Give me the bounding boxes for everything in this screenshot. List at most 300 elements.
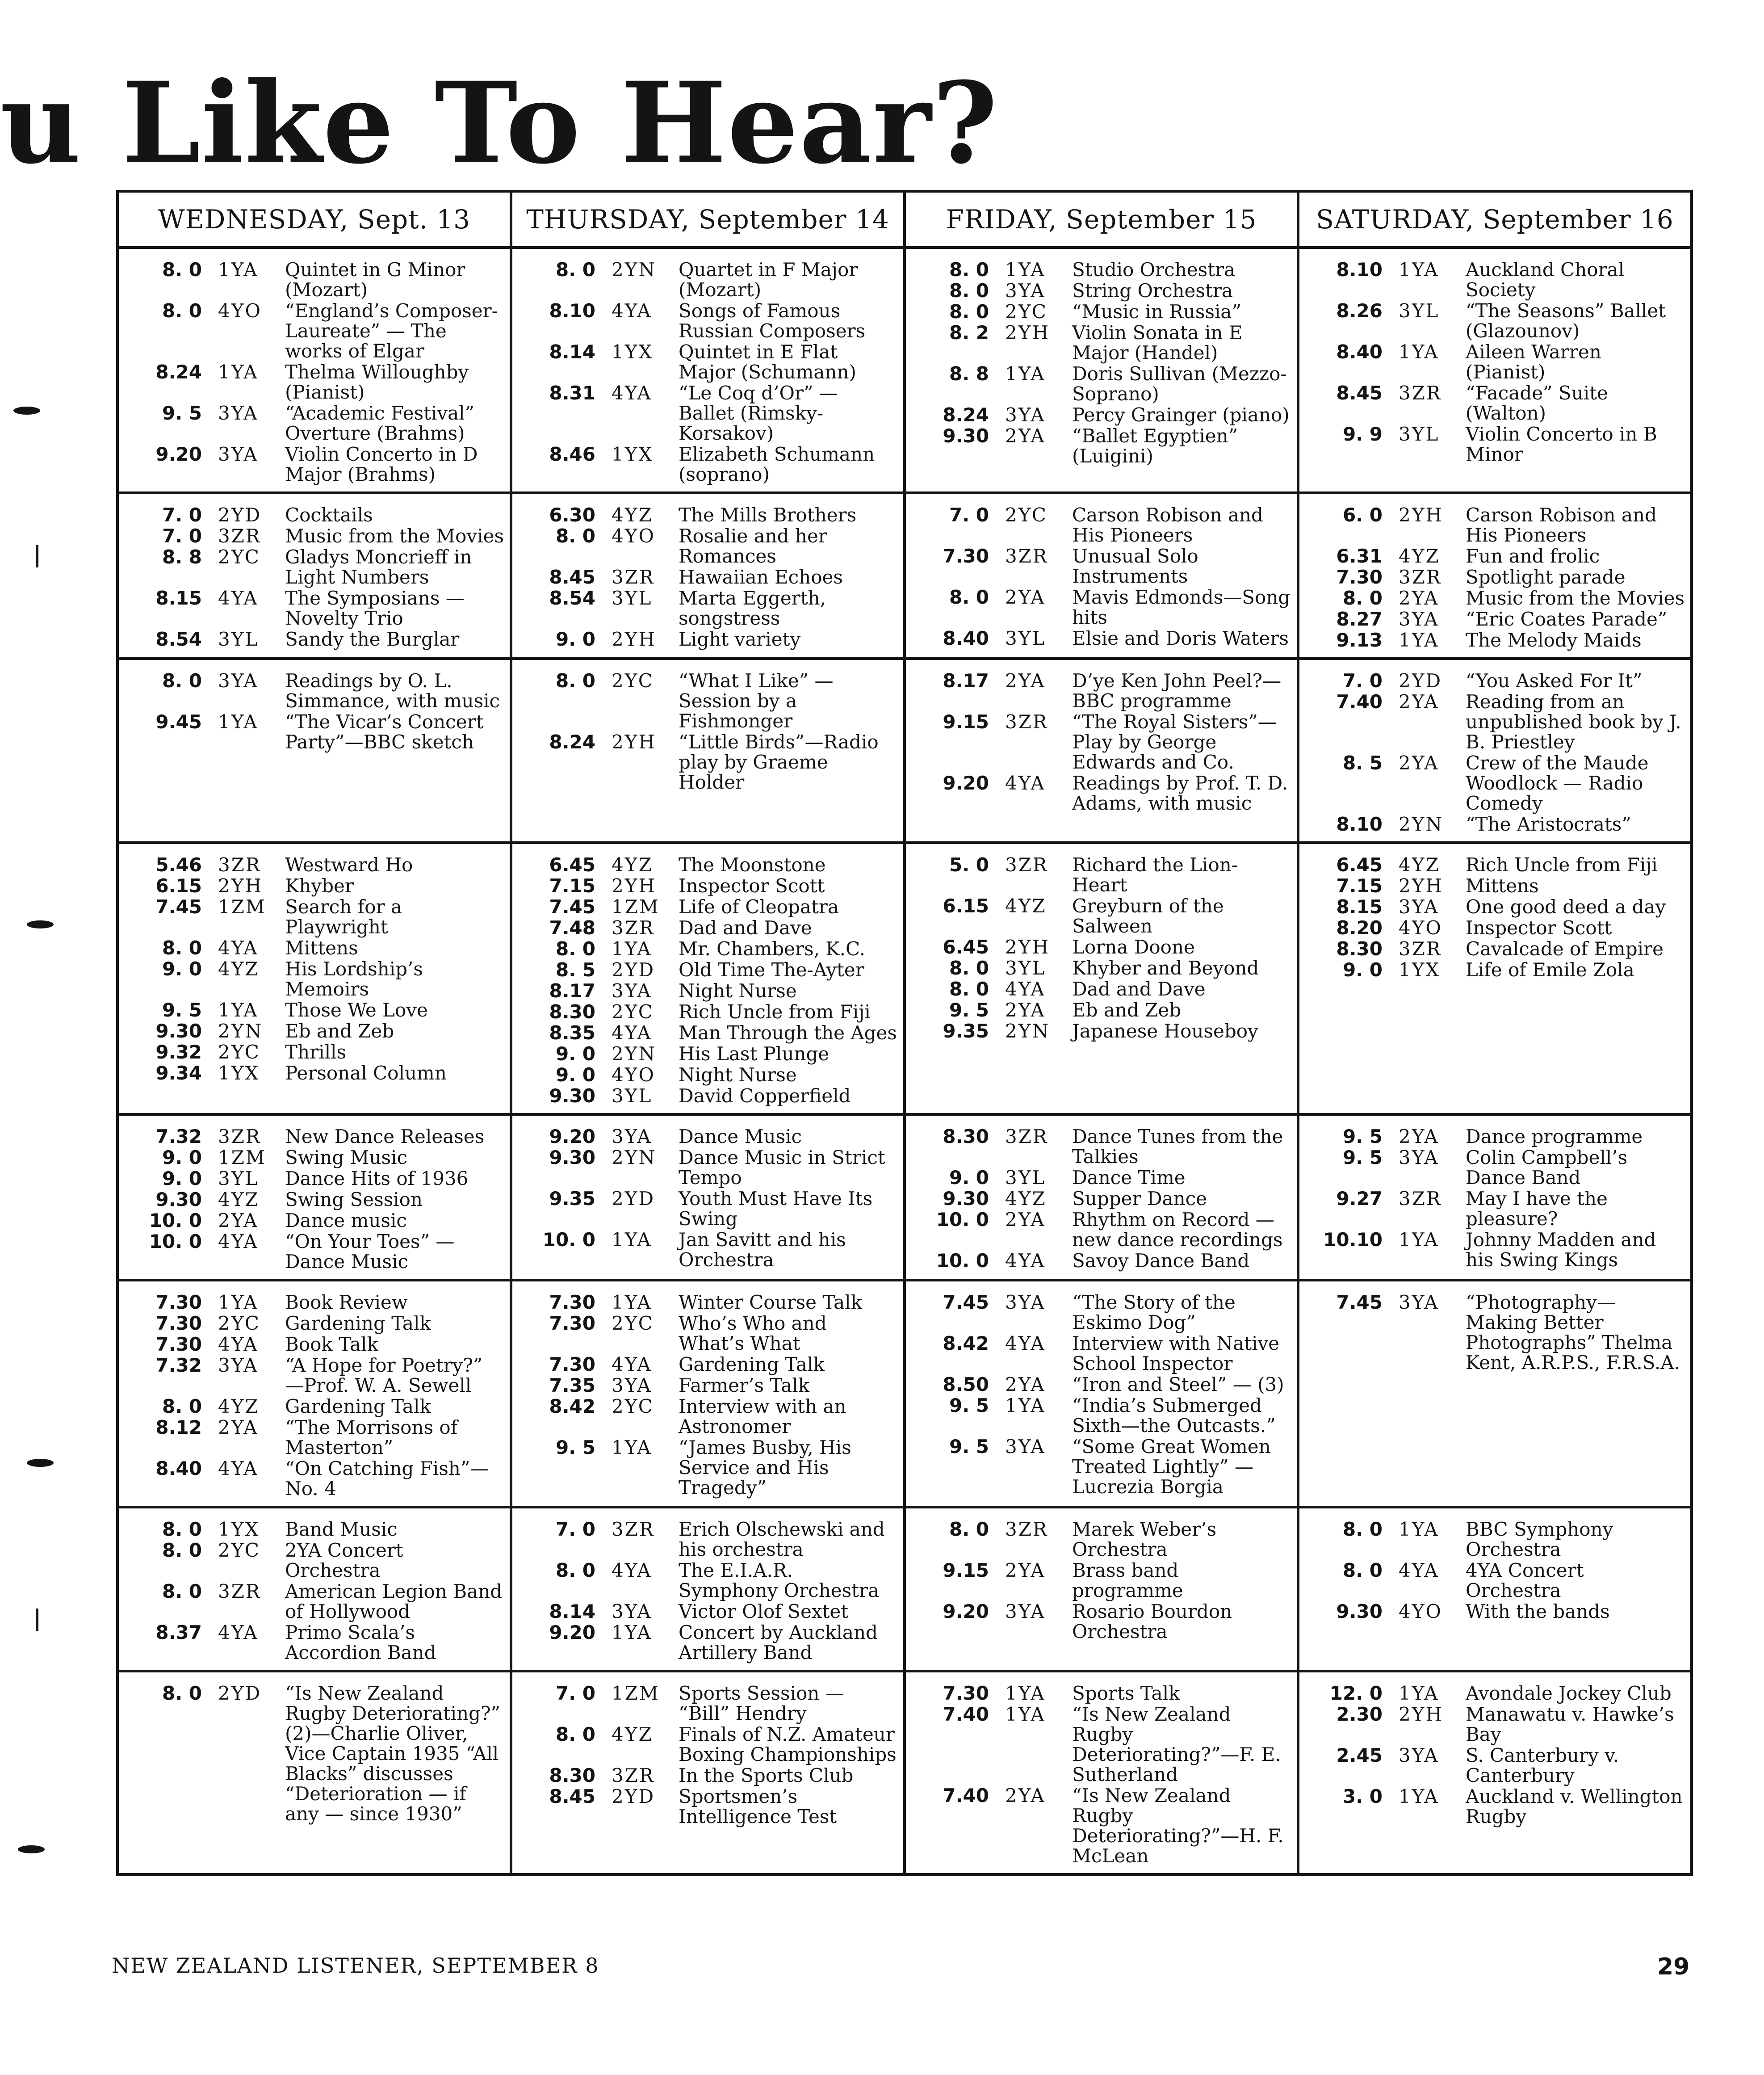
programme-cell (117, 1671, 511, 1874)
entry-programme: Dance programme (1466, 1126, 1643, 1147)
programme-entry (528, 1786, 898, 1827)
entry-programme: Fun and frolic (1466, 545, 1600, 567)
entry-station: 1YX (218, 1518, 260, 1540)
entry-programme: “Le Coq d’Or” — Ballet (Rimsky-Korsakov) (679, 382, 838, 444)
entry-programme: Rosalie and her Romances (679, 525, 827, 567)
programme-cell-content (906, 1508, 1297, 1649)
programme-entry (1316, 939, 1685, 959)
entry-station: 2YD (218, 504, 262, 526)
entry-time: 8. 0 (162, 937, 202, 959)
entry-programme: Primo Scala’s Accordion Band (285, 1621, 436, 1663)
entry-programme: Colin Campbell’s Dance Band (1466, 1147, 1628, 1189)
entry-programme: Dance Tunes from the Talkies (1072, 1126, 1283, 1168)
programme-cell (1298, 1114, 1692, 1280)
programme-cell-content (512, 249, 903, 491)
entry-time: 9. 5 (1342, 1126, 1383, 1147)
entry-time: 8. 0 (949, 586, 989, 608)
entry-time: 6. 0 (1342, 504, 1383, 526)
entry-programme: New Dance Releases (285, 1126, 485, 1147)
entry-programme: Sandy the Burglar (285, 628, 460, 650)
entry-time: 8.45 (549, 1785, 595, 1807)
entry-station: 4YA (218, 937, 259, 959)
day-heading: WEDNESDAY, Sept. 13 (117, 191, 511, 248)
programme-entry (135, 671, 504, 711)
entry-time: 10. 0 (542, 1229, 595, 1251)
entry-time: 8.54 (155, 628, 202, 650)
programme-entry (528, 301, 898, 341)
programme-entry (1316, 1745, 1685, 1785)
entry-station: 2YH (612, 875, 657, 897)
entry-station: 4YA (1005, 978, 1046, 1000)
programme-entry (135, 712, 504, 752)
entry-time: 5.46 (155, 854, 202, 876)
entry-programme: Gladys Moncrieff in Light Numbers (285, 546, 472, 588)
entry-station: 1YA (218, 361, 259, 383)
entry-station: 1YA (1005, 1395, 1046, 1416)
entry-programme: Finals of N.Z. Amateur Boxing Championships (679, 1723, 897, 1765)
programme-entry (922, 855, 1291, 895)
entry-station: 4YA (1399, 1559, 1439, 1581)
day-heading: FRIDAY, September 15 (905, 191, 1298, 248)
programme-cell-content (1299, 660, 1690, 841)
programme-entry (528, 1437, 898, 1498)
entry-station: 3ZR (1005, 1518, 1048, 1540)
entry-time: 7.40 (943, 1785, 989, 1806)
entry-time: 9. 5 (162, 999, 202, 1021)
entry-station: 1YX (612, 341, 654, 363)
programme-entry (528, 981, 898, 1001)
entry-programme: Violin Concerto in D Major (Brahms) (285, 443, 478, 485)
entry-time: 8. 5 (1342, 752, 1383, 774)
programme-entry (1316, 1292, 1685, 1373)
entry-time: 8.42 (943, 1332, 989, 1354)
entry-station: 3YL (1005, 957, 1046, 979)
entry-time: 9.13 (1336, 629, 1383, 651)
entry-station: 4YZ (612, 854, 653, 876)
entry-station: 1ZM (218, 896, 266, 918)
entry-programme: “The Royal Sisters”— Play by George Edwards and Co. (1072, 711, 1277, 773)
entry-programme: “On Catching Fish”— No. 4 (285, 1458, 489, 1500)
entry-station: 3YA (218, 1354, 259, 1376)
entry-programme: Savoy Dance Band (1072, 1250, 1250, 1272)
entry-programme: Rich Uncle from Fiji (1466, 854, 1658, 876)
entry-programme: Rosario Bourdon Orchestra (1072, 1600, 1232, 1642)
programme-entry (135, 1168, 504, 1189)
entry-station: 2YD (612, 1188, 655, 1210)
day-heading: SATURDAY, September 16 (1298, 191, 1692, 248)
programme-entry (922, 979, 1291, 999)
programme-entry (922, 628, 1291, 648)
entry-programme: Personal Column (285, 1062, 447, 1084)
programme-entry (135, 1042, 504, 1062)
programme-cell-content (1299, 249, 1690, 471)
entry-programme: S. Canterbury v. Canterbury (1466, 1744, 1619, 1786)
entry-programme: Life of Emile Zola (1466, 959, 1634, 981)
entry-station: 1YA (612, 1229, 652, 1251)
entry-station: 1YA (612, 938, 652, 960)
programme-grid-body (117, 248, 1692, 1874)
entry-time: 10.10 (1323, 1229, 1383, 1251)
entry-station: 4YA (1005, 1332, 1046, 1354)
programme-entry (1316, 876, 1685, 896)
entry-time: 8. 0 (1342, 1559, 1383, 1581)
entry-station: 1YA (1399, 341, 1439, 363)
programme-row (117, 1114, 1692, 1280)
entry-station: 2YN (612, 1043, 657, 1065)
entry-time: 7.30 (943, 1682, 989, 1704)
programme-cell-content (512, 494, 903, 656)
programme-cell (1298, 493, 1692, 659)
entry-programme: Spotlight parade (1466, 566, 1626, 588)
entry-station: 3ZR (1399, 382, 1442, 404)
programme-entry (528, 383, 898, 443)
programme-entry (922, 1601, 1291, 1642)
entry-station: 3YA (1399, 896, 1439, 918)
margin-mark (36, 1609, 38, 1631)
programme-entry (528, 1292, 898, 1312)
programme-entry (1316, 342, 1685, 382)
entry-time: 7.30 (549, 1353, 595, 1375)
programme-entry (1316, 1786, 1685, 1827)
programme-entry (135, 855, 504, 875)
entry-station: 4YO (1399, 1600, 1442, 1622)
entry-time: 8.14 (549, 1600, 595, 1622)
entry-programme: Dance Music in Strict Tempo (679, 1147, 885, 1189)
programme-entry (1316, 814, 1685, 834)
entry-station: 3YA (1005, 280, 1046, 302)
programme-entry (922, 958, 1291, 978)
entry-time: 9.35 (943, 1020, 989, 1042)
entry-station: 3ZR (1005, 711, 1048, 733)
entry-time: 7.45 (943, 1291, 989, 1313)
programme-cell-content (512, 1508, 903, 1670)
entry-station: 2YC (218, 1539, 260, 1561)
programme-entry (922, 671, 1291, 711)
programme-cell (1298, 1507, 1692, 1671)
entry-programme: Avondale Jockey Club (1466, 1682, 1672, 1704)
entry-programme: Khyber (285, 875, 354, 897)
entry-station: 1ZM (218, 1147, 266, 1168)
programme-entry (528, 732, 898, 792)
programme-entry (135, 547, 504, 587)
programme-entry (528, 671, 898, 731)
entry-time: 8.42 (549, 1395, 595, 1417)
entry-station: 2YC (612, 1312, 654, 1334)
entry-station: 2YH (1399, 1703, 1444, 1725)
entry-programme: Light variety (679, 628, 801, 650)
programme-cell (1298, 1280, 1692, 1507)
entry-time: 8. 0 (949, 280, 989, 302)
programme-cell-content (906, 494, 1297, 655)
entry-station: 3YA (1005, 1291, 1046, 1313)
programme-row (117, 1671, 1692, 1874)
entry-time: 9. 5 (162, 402, 202, 424)
programme-entry (528, 444, 898, 484)
entry-station: 3YA (1005, 404, 1046, 426)
entry-time: 8. 0 (555, 525, 595, 547)
entry-programme: “Academic Festival” Overture (Brahms) (285, 402, 475, 444)
entry-time: 9.20 (943, 1600, 989, 1622)
entry-station: 4YA (1005, 1250, 1046, 1272)
entry-programme: “Iron and Steel” — (3) (1072, 1374, 1284, 1395)
programme-entry (528, 1002, 898, 1022)
entry-programme: Dad and Dave (1072, 978, 1206, 1000)
entry-station: 1YA (1399, 629, 1439, 651)
programme-row (117, 843, 1692, 1114)
entry-programme: Elizabeth Schumann (soprano) (679, 443, 875, 485)
programme-entry (922, 896, 1291, 936)
entry-station: 3YA (218, 402, 259, 424)
programme-entry (1316, 301, 1685, 341)
programme-cell (1298, 248, 1692, 493)
entry-programme: “The Vicar’s Concert Party”—BBC sketch (285, 711, 484, 753)
programme-entry (135, 260, 504, 300)
programme-row (117, 659, 1692, 843)
entry-programme: Thrills (285, 1041, 346, 1063)
entry-time: 9.15 (943, 1559, 989, 1581)
entry-station: 2YA (1005, 999, 1046, 1021)
entry-time: 9.30 (155, 1020, 202, 1042)
page-headline: u Like To Hear? (0, 57, 999, 189)
programme-entry (1316, 1147, 1685, 1188)
entry-station: 2YH (612, 628, 657, 650)
entry-time: 7. 0 (162, 525, 202, 547)
programme-entry (922, 302, 1291, 322)
programme-cell-content (119, 249, 510, 491)
entry-time: 9.35 (549, 1188, 595, 1210)
entry-time: 8.26 (1336, 300, 1383, 322)
entry-time: 8.40 (943, 627, 989, 649)
programme-entry (135, 1417, 504, 1458)
entry-programme: Dad and Dave (679, 917, 812, 939)
entry-station: 1YA (1399, 1682, 1439, 1704)
entry-programme: “You Asked For It” (1466, 670, 1642, 692)
programme-entry (135, 959, 504, 999)
entry-station: 3YL (1399, 300, 1440, 322)
entry-programme: Youth Must Have Its Swing (679, 1188, 873, 1230)
entry-programme: Violin Concerto in B Minor (1466, 423, 1657, 465)
entry-time: 8.27 (1336, 608, 1383, 630)
programme-entry (135, 1189, 504, 1210)
programme-cell-content (1299, 1508, 1690, 1629)
programme-cell (117, 1280, 511, 1507)
programme-entry (528, 1023, 898, 1043)
entry-programme: Marta Eggerth, songstress (679, 587, 826, 629)
programme-entry (922, 1000, 1291, 1020)
programme-cell-content (1299, 1116, 1690, 1277)
programme-entry (922, 1333, 1291, 1374)
programme-cell (905, 1114, 1298, 1280)
entry-programme: May I have the pleasure? (1466, 1188, 1608, 1230)
programme-cell (117, 1507, 511, 1671)
entry-station: 3YA (1399, 608, 1439, 630)
entry-time: 8. 0 (949, 978, 989, 1000)
programme-entry (528, 526, 898, 566)
entry-time: 8.30 (549, 1764, 595, 1786)
entry-programme: D’ye Ken John Peel?— BBC programme (1072, 670, 1282, 712)
entry-station: 2YC (218, 1312, 260, 1334)
programme-entry (1316, 260, 1685, 300)
programme-cell-content (119, 1281, 510, 1506)
entry-programme: “What I Like” — Session by a Fishmonger (679, 670, 834, 732)
programme-row (117, 493, 1692, 659)
programme-cell-content (1299, 494, 1690, 657)
margin-mark (13, 407, 40, 415)
entry-time: 7.15 (549, 875, 595, 897)
entry-programme: Carson Robison and His Pioneers (1466, 504, 1657, 546)
programme-entry (1316, 671, 1685, 691)
entry-station: 1YA (1399, 1229, 1439, 1251)
entry-station: 2YA (218, 1210, 259, 1231)
entry-time: 3. 0 (1342, 1785, 1383, 1807)
programme-entry (922, 1683, 1291, 1703)
entry-station: 2YA (1005, 670, 1046, 692)
programme-entry (135, 1581, 504, 1621)
entry-programme: Supper Dance (1072, 1188, 1207, 1210)
entry-programme: Cocktails (285, 504, 373, 526)
entry-programme: Readings by O. L. Simmance, with music (285, 670, 500, 712)
programme-entry (922, 1395, 1291, 1436)
entry-programme: Gardening Talk (285, 1312, 431, 1334)
entry-programme: Westward Ho (285, 854, 413, 876)
programme-entry (528, 1519, 898, 1559)
programme-entry (528, 876, 898, 896)
entry-programme: “Is New Zealand Rugby Deteriorating?”—H. F. McLean (1072, 1785, 1284, 1867)
entry-programme: The E.I.A.R. Symphony Orchestra (679, 1559, 880, 1601)
programme-entry (528, 1065, 898, 1085)
entry-programme: Concert by Auckland Artillery Band (679, 1621, 878, 1663)
entry-time: 9. 0 (949, 1167, 989, 1189)
entry-programme: Quartet in F Major (Mozart) (679, 259, 858, 301)
day-heading: THURSDAY, September 14 (511, 191, 905, 248)
entry-time: 7.30 (549, 1312, 595, 1334)
entry-programme: Percy Grainger (piano) (1072, 404, 1290, 426)
entry-time: 2.45 (1336, 1744, 1383, 1766)
entry-time: 8.17 (943, 670, 989, 692)
entry-station: 2YN (1399, 813, 1444, 835)
entry-programme: One good deed a day (1466, 896, 1666, 918)
entry-time: 8.17 (549, 980, 595, 1002)
programme-cell-content (906, 1116, 1297, 1278)
entry-station: 3YA (1005, 1600, 1046, 1622)
programme-entry (922, 712, 1291, 772)
programme-cell-content (906, 660, 1297, 820)
entry-time: 8.14 (549, 341, 595, 363)
entry-time: 9. 0 (555, 628, 595, 650)
entry-time: 8. 0 (162, 300, 202, 322)
entry-programme: “The Seasons” Ballet (Glazounov) (1466, 300, 1666, 342)
entry-station: 1YX (612, 443, 654, 465)
programme-entry (528, 960, 898, 980)
entry-station: 1YA (612, 1437, 652, 1458)
entry-programme: Studio Orchestra (1072, 259, 1236, 281)
entry-programme: Marek Weber’s Orchestra (1072, 1518, 1217, 1560)
entry-programme: “Photography—Making Better Photographs” Thelma Kent, A.R.P.S., F.R.S.A. (1466, 1291, 1680, 1374)
programme-entry (1316, 897, 1685, 917)
programme-entry (528, 1126, 898, 1147)
entry-programme: “The Aristocrats” (1466, 813, 1631, 835)
programme-entry (1316, 1704, 1685, 1744)
programme-cell (1298, 1671, 1692, 1874)
entry-station: 2YH (612, 731, 657, 753)
programme-entry (528, 1147, 898, 1188)
entry-programme: Carson Robison and His Pioneers (1072, 504, 1263, 546)
entry-time: 9.27 (1336, 1188, 1383, 1210)
entry-time: 8. 0 (555, 259, 595, 281)
entry-station: 3YA (612, 1374, 652, 1396)
programme-entry (528, 939, 898, 959)
programme-cell-content (119, 1672, 510, 1831)
entry-station: 3YA (1399, 1744, 1439, 1766)
entry-time: 9.15 (943, 711, 989, 733)
entry-time: 10. 0 (149, 1231, 202, 1252)
entry-programme: Brass band programme (1072, 1559, 1183, 1601)
entry-station: 4YA (612, 1353, 652, 1375)
entry-programme: Night Nurse (679, 980, 797, 1002)
entry-time: 7.30 (549, 1291, 595, 1313)
entry-time: 7.40 (943, 1703, 989, 1725)
entry-time: 9. 0 (162, 958, 202, 980)
entry-time: 9.32 (155, 1041, 202, 1063)
entry-time: 8.31 (549, 382, 595, 404)
entry-programme: Who’s Who and What’s What (679, 1312, 827, 1354)
programme-entry (1316, 1683, 1685, 1703)
programme-entry (1316, 753, 1685, 813)
entry-programme: Dance Time (1072, 1167, 1186, 1189)
entry-station: 3ZR (218, 854, 261, 876)
entry-programme: David Copperfield (679, 1085, 851, 1107)
entry-time: 7. 0 (555, 1682, 595, 1704)
entry-time: 8. 0 (555, 670, 595, 692)
entry-programme: The Mills Brothers (679, 504, 857, 526)
entry-station: 1ZM (612, 896, 660, 918)
entry-station: 3YL (1005, 1167, 1046, 1189)
entry-station: 1YA (1399, 259, 1439, 281)
entry-time: 8. 0 (162, 1682, 202, 1704)
entry-programme: Jan Savitt and his Orchestra (679, 1229, 846, 1271)
entry-station: 2YA (1005, 586, 1046, 608)
programme-cell (905, 659, 1298, 843)
entry-programme: His Last Plunge (679, 1043, 830, 1065)
entry-programme: Music from the Movies (1466, 587, 1684, 609)
entry-time: 7.30 (155, 1333, 202, 1355)
entry-programme: Search for a Playwright (285, 896, 402, 938)
entry-station: 3YA (218, 443, 259, 465)
programme-entry (1316, 383, 1685, 423)
entry-time: 9.20 (943, 772, 989, 794)
programme-entry (135, 403, 504, 443)
entry-time: 9.30 (155, 1189, 202, 1210)
entry-time: 8.45 (1336, 382, 1383, 404)
entry-programme: Eb and Zeb (285, 1020, 394, 1042)
entry-station: 2YA (218, 1416, 259, 1438)
entry-programme: American Legion Band of Hollywood (285, 1580, 503, 1622)
programme-cell (117, 248, 511, 493)
programme-cell-content (1299, 844, 1690, 987)
programme-entry (135, 1540, 504, 1580)
entry-time: 8.30 (943, 1126, 989, 1147)
programme-entry (135, 362, 504, 402)
entry-programme: The Symposians — Novelty Trio (285, 587, 465, 629)
entry-programme: Reading from an unpublished book by J. B. Priestley (1466, 691, 1681, 753)
programme-entry (1316, 1126, 1685, 1147)
entry-station: 1YX (218, 1062, 260, 1084)
entry-time: 8.30 (549, 1001, 595, 1023)
entry-time: 8. 0 (949, 301, 989, 323)
entry-station: 1YA (612, 1621, 652, 1643)
entry-programme: Johnny Madden and his Swing Kings (1466, 1229, 1656, 1271)
programme-entry (922, 1189, 1291, 1209)
